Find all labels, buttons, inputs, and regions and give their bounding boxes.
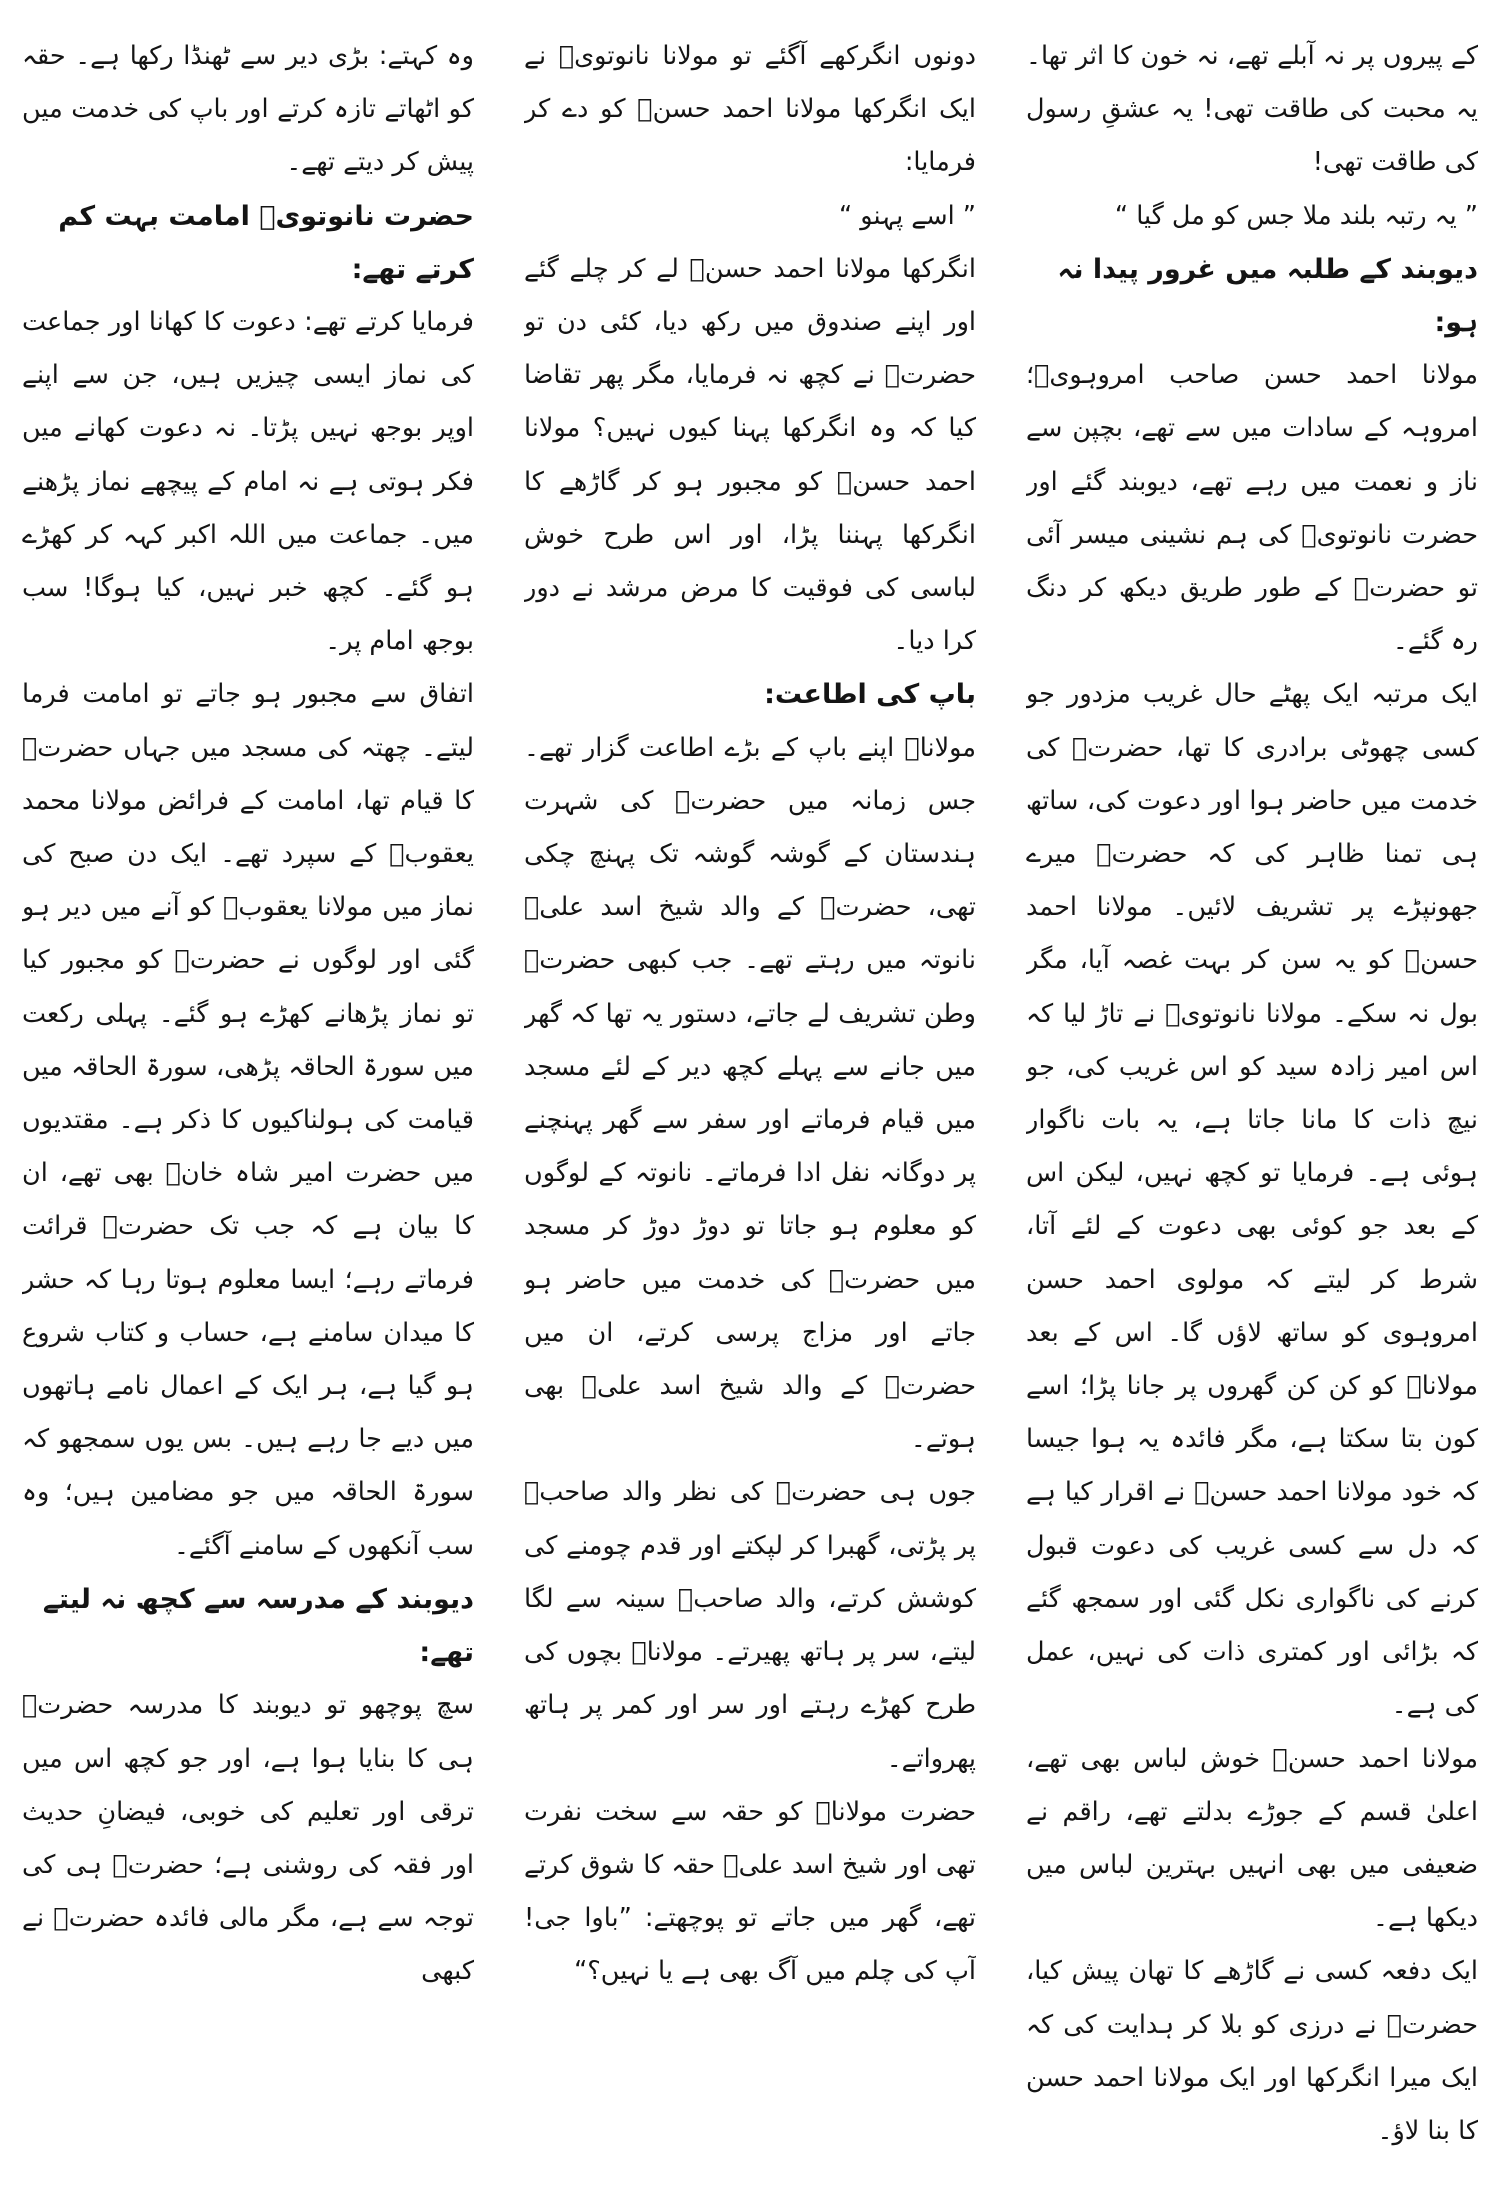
paragraph: کے پیروں پر نہ آبلے تھے، نہ خون کا اثر تھا۔ یہ محبت کی طاقت تھی! یہ عشقِ رسول کی طاقت تھی! xyxy=(1026,41,1478,178)
section-heading: باپ کی اطاعت: xyxy=(764,679,976,711)
quote-line: ” یہ رتبہ بلند ملا جس کو مل گیا “ xyxy=(1114,200,1478,231)
column-left xyxy=(22,30,474,2190)
paragraph: مولاناؒ اپنے باپ کے بڑے اطاعت گزار تھے۔ جس زمانہ میں حضرتؒ کی شہرت ہندستان کے گوشہ گوشہ تک پہنچ چکی تھی، حضرتؒ کے والد شیخ اسد علیؒ نانوتہ میں رہتے تھے۔ جب کبھی حضرتؒ وطن تشریف لے جاتے، دستور یہ تھا کہ گھر میں جانے سے پہلے کچھ دیر کے لئے مسجد میں قیام فرماتے اور سفر سے گھر پہنچنے پر دوگانہ نفل ادا فرماتے۔ نانوتہ کے لوگوں کو معلوم ہو جاتا تو دوڑ دوڑ کر مسجد میں حضرتؒ کی خدمت میں حاضر ہو جاتے اور مزاج پرسی کرتے، ان میں حضرتؒ کے والد شیخ اسد علیؒ بھی ہوتے۔ xyxy=(524,732,976,1455)
paragraph: سچ پوچھو تو دیوبند کا مدرسہ حضرتؒ ہی کا بنایا ہوا ہے، اور جو کچھ اس میں ترقی اور تعلیم کی خوبی، فیضانِ حدیث اور فقہ کی روشنی ہے؛ حضرتؒ ہی کی توجہ سے ہے، مگر مالی فائدہ حضرتؒ نے کبھی xyxy=(22,1690,474,1987)
paragraph: جوں ہی حضرتؒ کی نظر والد صاحبؒ پر پڑتی، گھبرا کر لپکتے اور قدم چومنے کی کوشش کرتے، والد صاحبؒ سینہ سے لگا لیتے، سر پر ہاتھ پھیرتے۔ مولاناؒ بچوں کی طرح کھڑے رہتے اور سر اور کمر پر ہاتھ پھرواتے۔ xyxy=(524,1477,976,1774)
paragraph: ایک دفعہ کسی نے گاڑھے کا تھان پیش کیا، حضرتؒ نے درزی کو بلا کر ہدایت کی کہ ایک میرا انگرکھا اور ایک مولانا احمد حسن کا بنا لاؤ۔ xyxy=(1026,1956,1478,2146)
paragraph: مولانا احمد حسنؒ خوش لباس بھی تھے، اعلیٰ قسم کے جوڑے بدلتے تھے، راقم نے ضعیفی میں بھی انہیں بہترین لباس میں دیکھا ہے۔ xyxy=(1026,1743,1478,1934)
column-right xyxy=(1026,30,1478,2190)
paragraph: حضرت مولاناؒ کو حقہ سے سخت نفرت تھی اور شیخ اسد علیؒ حقہ کا شوق کرتے تھے، گھر میں جاتے تو پوچھتے: ”باوا جی! آپ کی چلم میں آگ بھی ہے یا نہیں؟“ xyxy=(524,1796,976,1987)
quote-line: ” اسے پہنو “ xyxy=(838,200,976,231)
section-heading: دیوبند کے طلبہ میں غرور پیدا نہ ہو: xyxy=(1057,253,1478,339)
paragraph: فرمایا کرتے تھے: دعوت کا کھانا اور جماعت کی نماز ایسی چیزیں ہیں، جن سے اپنے اوپر بوجھ نہیں پڑتا۔ نہ دعوت کھانے میں فکر ہوتی ہے نہ امام کے پیچھے نماز پڑھنے میں۔ جماعت میں اللہ اکبر کہہ کر کھڑے ہو گئے۔ کچھ خبر نہیں، کیا ہوگا! سب بوجھ امام پر۔ xyxy=(22,307,474,657)
paragraph: وہ کہتے: بڑی دیر سے ٹھنڈا رکھا ہے۔ حقہ کو اٹھاتے تازہ کرتے اور باپ کی خدمت میں پیش کر دیتے تھے۔ xyxy=(22,41,474,178)
section-heading: حضرت نانوتویؒ امامت بہت کم کرتے تھے: xyxy=(58,200,474,285)
paragraph: دونوں انگرکھے آگئے تو مولانا نانوتویؒ نے ایک انگرکھا مولانا احمد حسنؒ کو دے کر فرمایا: xyxy=(524,41,976,178)
paragraph: مولانا احمد حسن صاحب امروہویؒ؛ امروہہ کے سادات میں سے تھے، بچپن سے ناز و نعمت میں رہے تھے، دیوبند گئے اور حضرت نانوتویؒ کی ہم نشینی میسر آئی تو حضرتؒ کے طور طریق دیکھ کر دنگ رہ گئے۔ xyxy=(1026,360,1478,657)
section-heading: دیوبند کے مدرسہ سے کچھ نہ لیتے تھے: xyxy=(42,1583,474,1669)
column-middle xyxy=(524,30,976,2190)
paragraph: ایک مرتبہ ایک پھٹے حال غریب مزدور جو کسی چھوٹی برادری کا تھا، حضرتؒ کی خدمت میں حاضر ہوا اور دعوت کی، ساتھ ہی تمنا ظاہر کی کہ حضرتؒ میرے جھونپڑے پر تشریف لائیں۔ مولانا احمد حسنؒ کو یہ سن کر بہت غصہ آیا، مگر بول نہ سکے۔ مولانا نانوتویؒ نے تاڑ لیا کہ اس امیر زادہ سید کو اس غریب کی، جو نیچ ذات کا مانا جاتا ہے، یہ بات ناگوار ہوئی ہے۔ فرمایا تو کچھ نہیں، لیکن اس کے بعد جو کوئی بھی دعوت کے لئے آتا، شرط کر لیتے کہ مولوی احمد حسن امروہوی کو ساتھ لاؤں گا۔ اس کے بعد مولاناؒ کو کن کن گھروں پر جانا پڑا؛ اسے کون بتا سکتا ہے، مگر فائدہ یہ ہوا جیسا کہ خود مولانا احمد حسنؒ نے اقرار کیا ہے کہ دل سے کسی غریب کی دعوت قبول کرنے کی ناگواری نکل گئی اور سمجھ گئے کہ بڑائی اور کمتری ذات کی نہیں، عمل کی ہے۔ xyxy=(1026,679,1478,1721)
paragraph: اتفاق سے مجبور ہو جاتے تو امامت فرما لیتے۔ چھتہ کی مسجد میں جہاں حضرتؒ کا قیام تھا، امامت کے فرائض مولانا محمد یعقوبؒ کے سپرد تھے۔ ایک دن صبح کی نماز میں مولانا یعقوبؒ کو آنے میں دیر ہو گئی اور لوگوں نے حضرتؒ کو مجبور کیا تو نماز پڑھانے کھڑے ہو گئے۔ پہلی رکعت میں سورۃ الحاقہ پڑھی، سورۃ الحاقہ میں قیامت کی ہولناکیوں کا ذکر ہے۔ مقتدیوں میں حضرت امیر شاہ خانؒ بھی تھے، ان کا بیان ہے کہ جب تک حضرتؒ قرائت فرماتے رہے؛ ایسا معلوم ہوتا رہا کہ حشر کا میدان سامنے ہے، حساب و کتاب شروع ہو گیا ہے، ہر ایک کے اعمال نامے ہاتھوں میں دیے جا رہے ہیں۔ بس یوں سمجھو کہ سورۃ الحاقہ میں جو مضامین ہیں؛ وہ سب آنکھوں کے سامنے آگئے۔ xyxy=(22,679,474,1561)
paragraph: انگرکھا مولانا احمد حسنؒ لے کر چلے گئے اور اپنے صندوق میں رکھ دیا، کئی دن تو حضرتؒ نے کچھ نہ فرمایا، مگر پھر تقاضا کیا کہ وہ انگرکھا پہنا کیوں نہیں؟ مولانا احمد حسنؒ کو مجبور ہو کر گاڑھے کا انگرکھا پہننا پڑا، اور اس طرح خوش لباسی کی فوقیت کا مرض مرشد نے دور کرا دیا۔ xyxy=(524,253,976,657)
